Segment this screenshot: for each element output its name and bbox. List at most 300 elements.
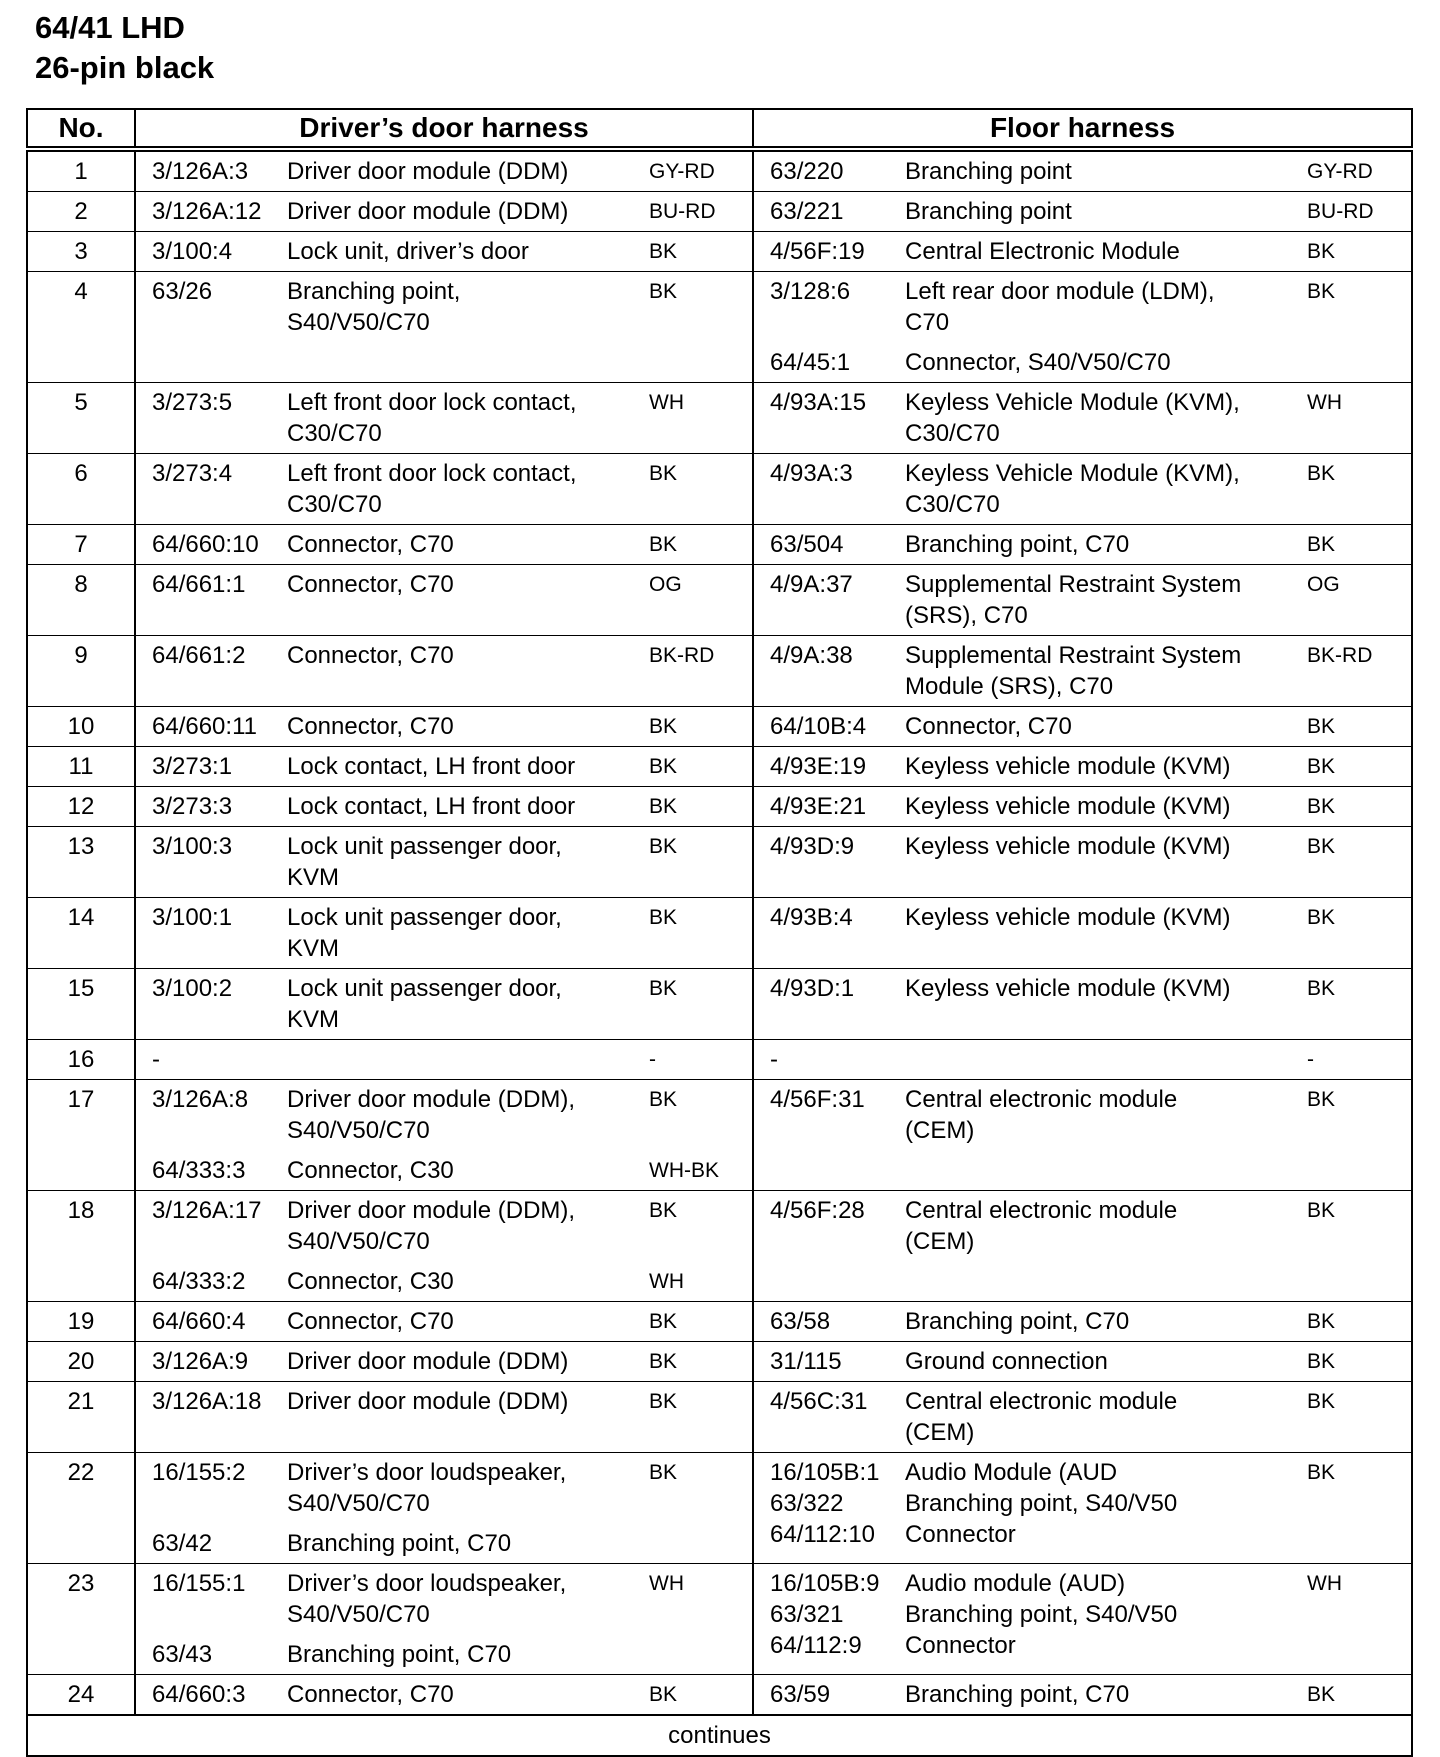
door-wire-color bbox=[633, 192, 753, 232]
door-wire-color bbox=[633, 1191, 753, 1302]
floor-connector-code: 4/93E:21 bbox=[770, 793, 867, 820]
floor-description-line: (CEM) bbox=[905, 1228, 975, 1255]
floor-description bbox=[905, 1195, 1291, 1257]
door-descriptions bbox=[279, 383, 633, 454]
door-connector-codes bbox=[135, 1382, 279, 1453]
pin-number: 17 bbox=[27, 1080, 135, 1191]
door-description bbox=[287, 711, 633, 742]
door-connector-code: 3/100:4 bbox=[152, 238, 233, 265]
floor-description-line: Connector bbox=[905, 1632, 1016, 1659]
door-description bbox=[287, 196, 633, 227]
floor-description-line: (CEM) bbox=[905, 1419, 975, 1446]
floor-description bbox=[905, 1084, 1291, 1146]
door-description-line: KVM bbox=[287, 935, 340, 962]
door-descriptions bbox=[279, 454, 633, 525]
door-description-line: S40/V50/C70 bbox=[287, 1117, 430, 1144]
wire-color-value: BU-RD bbox=[1307, 200, 1374, 223]
floor-connector-code: 4/56F:28 bbox=[770, 1197, 865, 1224]
floor-wire-color bbox=[1291, 149, 1412, 192]
wire-color-value: BK bbox=[649, 1088, 678, 1111]
pin-number: 4 bbox=[27, 272, 135, 383]
pin-number: 2 bbox=[27, 192, 135, 232]
door-description-line: Branching point, C70 bbox=[287, 1641, 512, 1668]
table-row bbox=[27, 272, 1412, 383]
floor-description bbox=[905, 236, 1291, 267]
floor-wire-color bbox=[1291, 565, 1412, 636]
floor-description-line: Branching point, S40/V50 bbox=[905, 1490, 1178, 1517]
connector-id: 64/41 LHD bbox=[35, 10, 185, 45]
pin-number: 14 bbox=[27, 898, 135, 969]
floor-description bbox=[905, 276, 1291, 338]
door-connector-code: 3/126A:8 bbox=[152, 1086, 249, 1113]
connector-type: 26-pin black bbox=[35, 50, 215, 85]
table-row bbox=[27, 383, 1412, 454]
floor-connector-code: 63/220 bbox=[770, 158, 844, 185]
door-description bbox=[287, 1084, 633, 1146]
floor-wire-color bbox=[1291, 1040, 1412, 1080]
door-connector-code: 64/660:11 bbox=[152, 713, 257, 740]
pin-number: 12 bbox=[27, 787, 135, 827]
floor-description bbox=[905, 1568, 1291, 1599]
door-connector-code: 3/100:2 bbox=[152, 975, 233, 1002]
table-row bbox=[27, 1453, 1412, 1564]
floor-description-line: Central electronic module bbox=[905, 1086, 1178, 1113]
pin-number: 23 bbox=[27, 1564, 135, 1675]
floor-descriptions bbox=[897, 272, 1291, 383]
door-description bbox=[287, 387, 633, 449]
floor-descriptions bbox=[897, 232, 1291, 272]
floor-wire-color bbox=[1291, 747, 1412, 787]
door-connector-codes bbox=[135, 565, 279, 636]
wire-color-value: BK bbox=[1307, 280, 1336, 303]
door-connector-code: 64/660:4 bbox=[152, 1308, 246, 1335]
door-description-line: Connector, C30 bbox=[287, 1157, 454, 1184]
door-connector-code: 3/126A:9 bbox=[152, 1348, 249, 1375]
floor-connector-code: 16/105B:1 bbox=[770, 1459, 880, 1486]
door-connector-codes bbox=[135, 636, 279, 707]
table-row bbox=[27, 454, 1412, 525]
pin-table bbox=[26, 108, 1413, 1757]
wire-color-value: BK bbox=[1307, 240, 1336, 263]
wire-color-value: BK bbox=[1307, 1683, 1336, 1706]
door-connector-code: 63/42 bbox=[152, 1530, 213, 1557]
door-connector-code: 64/661:1 bbox=[152, 571, 246, 598]
floor-connector-codes bbox=[753, 232, 897, 272]
wire-color-value: WH bbox=[649, 1270, 684, 1293]
floor-description bbox=[905, 387, 1291, 449]
door-connector-code: - bbox=[152, 1046, 160, 1073]
floor-connector-codes bbox=[753, 1040, 897, 1080]
door-description bbox=[287, 751, 633, 782]
floor-description bbox=[905, 196, 1291, 227]
floor-connector-codes bbox=[753, 787, 897, 827]
floor-description-line: Connector bbox=[905, 1521, 1016, 1548]
floor-connector-codes bbox=[753, 149, 897, 192]
door-wire-color bbox=[633, 383, 753, 454]
wire-color-value: BK bbox=[1307, 462, 1336, 485]
wire-color-value: BK bbox=[649, 1310, 678, 1333]
floor-description bbox=[905, 1044, 1291, 1075]
table-row bbox=[27, 1564, 1412, 1675]
floor-wire-color bbox=[1291, 1191, 1412, 1302]
floor-connector-code: 4/9A:37 bbox=[770, 571, 853, 598]
floor-connector-codes bbox=[753, 383, 897, 454]
pin-number: 20 bbox=[27, 1342, 135, 1382]
floor-connector-code: 63/221 bbox=[770, 198, 844, 225]
floor-connector-codes bbox=[753, 898, 897, 969]
door-description-line: S40/V50/C70 bbox=[287, 1601, 430, 1628]
door-description bbox=[287, 1679, 633, 1710]
table-row bbox=[27, 1302, 1412, 1342]
floor-description-line: Branching point, S40/V50 bbox=[905, 1601, 1178, 1628]
floor-connector-code: 63/59 bbox=[770, 1681, 831, 1708]
table-row bbox=[27, 636, 1412, 707]
door-wire-color bbox=[633, 1342, 753, 1382]
wire-color-value: WH bbox=[649, 1572, 684, 1595]
floor-descriptions bbox=[897, 969, 1291, 1040]
wire-color-value: GY-RD bbox=[649, 160, 715, 183]
floor-connector-code: 64/112:9 bbox=[770, 1632, 862, 1659]
floor-description-line: C70 bbox=[905, 309, 950, 336]
door-descriptions bbox=[279, 636, 633, 707]
floor-wire-color bbox=[1291, 272, 1412, 383]
wire-color-value: BU-RD bbox=[649, 200, 716, 223]
floor-connector-codes bbox=[753, 707, 897, 747]
wire-color-value: BK bbox=[1307, 1390, 1336, 1413]
floor-connector-codes bbox=[753, 969, 897, 1040]
door-description-line: Branching point, C70 bbox=[287, 1530, 512, 1557]
door-descriptions bbox=[279, 1302, 633, 1342]
table-row bbox=[27, 898, 1412, 969]
door-connector-codes bbox=[135, 1191, 279, 1302]
wire-color-value: BK-RD bbox=[1307, 644, 1373, 667]
door-description-line: Driver’s door loudspeaker, bbox=[287, 1459, 567, 1486]
door-descriptions bbox=[279, 1080, 633, 1191]
door-description-line: Branching point, bbox=[287, 278, 461, 305]
door-wire-color bbox=[633, 707, 753, 747]
door-connector-code: 63/43 bbox=[152, 1641, 213, 1668]
floor-description-line: Supplemental Restraint System bbox=[905, 642, 1242, 669]
door-wire-color bbox=[633, 747, 753, 787]
door-description-line: Lock contact, LH front door bbox=[287, 753, 576, 780]
wire-color-value: BK bbox=[649, 795, 678, 818]
floor-wire-color bbox=[1291, 525, 1412, 565]
door-connector-codes bbox=[135, 383, 279, 454]
floor-connector-code: 4/93D:9 bbox=[770, 833, 855, 860]
door-description bbox=[287, 1457, 633, 1519]
wire-color-value: BK bbox=[1307, 755, 1336, 778]
door-description-line: Lock unit passenger door, bbox=[287, 904, 562, 931]
door-description-line: Connector, C70 bbox=[287, 713, 454, 740]
door-connector-code: 3/100:1 bbox=[152, 904, 233, 931]
floor-connector-codes bbox=[753, 1342, 897, 1382]
door-description-line: Connector, C30 bbox=[287, 1268, 454, 1295]
door-description-line: C30/C70 bbox=[287, 491, 382, 518]
wire-color-value: - bbox=[1307, 1048, 1315, 1071]
floor-wire-color bbox=[1291, 636, 1412, 707]
floor-description bbox=[905, 791, 1291, 822]
footer-row bbox=[27, 1715, 1412, 1756]
wire-color-value: BK bbox=[649, 1461, 678, 1484]
floor-wire-color bbox=[1291, 1302, 1412, 1342]
door-connector-code: 3/126A:17 bbox=[152, 1197, 262, 1224]
floor-descriptions bbox=[897, 565, 1291, 636]
door-wire-color bbox=[633, 1453, 753, 1564]
wire-color-value: BK bbox=[1307, 977, 1336, 1000]
table-row bbox=[27, 1191, 1412, 1302]
door-description-line: Driver door module (DDM) bbox=[287, 158, 569, 185]
floor-descriptions bbox=[897, 1453, 1291, 1564]
table-row bbox=[27, 525, 1412, 565]
floor-descriptions bbox=[897, 1564, 1291, 1675]
door-connector-code: 63/26 bbox=[152, 278, 213, 305]
table-row bbox=[27, 1675, 1412, 1716]
floor-connector-codes bbox=[753, 272, 897, 383]
door-connector-codes bbox=[135, 827, 279, 898]
floor-description-line: (CEM) bbox=[905, 1117, 975, 1144]
floor-description-line: Audio Module (AUD bbox=[905, 1459, 1118, 1486]
wire-color-value: WH bbox=[649, 391, 684, 414]
door-connector-code: 3/273:5 bbox=[152, 389, 233, 416]
floor-description bbox=[905, 1519, 1291, 1550]
floor-description-line: Left rear door module (LDM), bbox=[905, 278, 1215, 305]
floor-descriptions bbox=[897, 1382, 1291, 1453]
header-floor-harness: Floor harness bbox=[753, 109, 1412, 149]
door-description bbox=[287, 458, 633, 520]
floor-wire-color bbox=[1291, 1342, 1412, 1382]
door-description bbox=[287, 156, 633, 187]
floor-wire-color bbox=[1291, 1382, 1412, 1453]
door-wire-color bbox=[633, 1675, 753, 1716]
floor-descriptions bbox=[897, 1302, 1291, 1342]
pin-number: 21 bbox=[27, 1382, 135, 1453]
floor-description-line: C30/C70 bbox=[905, 420, 1000, 447]
wire-color-value: BK bbox=[649, 280, 678, 303]
door-descriptions bbox=[279, 565, 633, 636]
door-description-line: Connector, C70 bbox=[287, 1681, 454, 1708]
floor-description bbox=[905, 1630, 1291, 1661]
floor-description-line: Branching point, C70 bbox=[905, 1308, 1130, 1335]
pin-number: 10 bbox=[27, 707, 135, 747]
door-wire-color bbox=[633, 272, 753, 383]
table-row bbox=[27, 707, 1412, 747]
floor-connector-codes bbox=[753, 1382, 897, 1453]
door-description-line: Connector, C70 bbox=[287, 642, 454, 669]
door-wire-color bbox=[633, 827, 753, 898]
floor-connector-code: 4/9A:38 bbox=[770, 642, 853, 669]
door-connector-code: 64/661:2 bbox=[152, 642, 246, 669]
door-wire-color bbox=[633, 454, 753, 525]
door-descriptions bbox=[279, 1382, 633, 1453]
door-description-line: S40/V50/C70 bbox=[287, 309, 430, 336]
header-drivers-door-harness: Driver’s door harness bbox=[135, 109, 753, 149]
wire-color-value: BK bbox=[1307, 533, 1336, 556]
floor-description bbox=[905, 1386, 1291, 1448]
wire-color-value: BK bbox=[1307, 1461, 1336, 1484]
door-descriptions bbox=[279, 1453, 633, 1564]
door-description bbox=[287, 973, 633, 1035]
wire-color-value bbox=[649, 1226, 752, 1257]
door-description-line: Left front door lock contact, bbox=[287, 460, 577, 487]
door-description bbox=[287, 1306, 633, 1337]
door-descriptions bbox=[279, 747, 633, 787]
floor-wire-color bbox=[1291, 1453, 1412, 1564]
door-connector-code: 16/155:2 bbox=[152, 1459, 246, 1486]
door-connector-code: 3/273:1 bbox=[152, 753, 233, 780]
table-row bbox=[27, 232, 1412, 272]
floor-wire-color bbox=[1291, 1080, 1412, 1191]
wire-color-value: BK bbox=[649, 1390, 678, 1413]
floor-description-line: (SRS), C70 bbox=[905, 602, 1028, 629]
floor-description bbox=[905, 973, 1291, 1004]
floor-descriptions bbox=[897, 1191, 1291, 1302]
table-row bbox=[27, 787, 1412, 827]
floor-connector-code: 63/321 bbox=[770, 1601, 844, 1628]
floor-connector-codes bbox=[753, 1191, 897, 1302]
wire-color-value: BK bbox=[649, 755, 678, 778]
door-description bbox=[287, 1639, 633, 1670]
door-connector-codes bbox=[135, 747, 279, 787]
floor-connector-code: 4/93A:3 bbox=[770, 460, 853, 487]
floor-connector-code: 63/322 bbox=[770, 1490, 844, 1517]
floor-description bbox=[905, 458, 1291, 520]
door-wire-color bbox=[633, 787, 753, 827]
door-connector-code: 3/273:3 bbox=[152, 793, 233, 820]
floor-descriptions bbox=[897, 747, 1291, 787]
door-description-line: Connector, C70 bbox=[287, 571, 454, 598]
door-connector-codes bbox=[135, 454, 279, 525]
door-description bbox=[287, 1266, 633, 1297]
wire-color-value: BK bbox=[1307, 1350, 1336, 1373]
door-descriptions bbox=[279, 1040, 633, 1080]
floor-description-line: Branching point bbox=[905, 158, 1072, 185]
floor-description-line: Keyless vehicle module (KVM) bbox=[905, 793, 1231, 820]
door-descriptions bbox=[279, 1191, 633, 1302]
door-description-line: Lock contact, LH front door bbox=[287, 793, 576, 820]
door-connector-codes bbox=[135, 898, 279, 969]
door-description bbox=[287, 902, 633, 964]
table-row bbox=[27, 192, 1412, 232]
door-descriptions bbox=[279, 1564, 633, 1675]
door-connector-codes bbox=[135, 787, 279, 827]
door-wire-color bbox=[633, 525, 753, 565]
door-descriptions bbox=[279, 232, 633, 272]
floor-connector-code: 64/10B:4 bbox=[770, 713, 867, 740]
door-description-line: Left front door lock contact, bbox=[287, 389, 577, 416]
floor-description-line: Keyless vehicle module (KVM) bbox=[905, 975, 1231, 1002]
door-wire-color bbox=[633, 1040, 753, 1080]
door-connector-codes bbox=[135, 1675, 279, 1716]
floor-description-line: Central Electronic Module bbox=[905, 238, 1180, 265]
wire-color-value: WH bbox=[1307, 391, 1343, 414]
wire-color-value: BK bbox=[1307, 1088, 1336, 1111]
floor-connector-codes bbox=[753, 454, 897, 525]
door-description bbox=[287, 640, 633, 671]
wire-color-value: BK bbox=[1307, 1199, 1336, 1222]
floor-description bbox=[905, 529, 1291, 560]
wire-color-value: BK bbox=[1307, 906, 1336, 929]
door-connector-codes bbox=[135, 1080, 279, 1191]
floor-description bbox=[905, 156, 1291, 187]
floor-description-line: Central electronic module bbox=[905, 1197, 1178, 1224]
door-connector-code: 64/660:10 bbox=[152, 531, 259, 558]
door-connector-codes bbox=[135, 1040, 279, 1080]
door-description-line: Driver door module (DDM) bbox=[287, 1388, 569, 1415]
floor-descriptions bbox=[897, 787, 1291, 827]
floor-description bbox=[905, 1488, 1291, 1519]
door-connector-code: 3/126A:12 bbox=[152, 198, 262, 225]
header-row bbox=[27, 109, 1412, 149]
floor-description-line: Keyless vehicle module (KVM) bbox=[905, 904, 1231, 931]
door-description-line: S40/V50/C70 bbox=[287, 1490, 430, 1517]
floor-description bbox=[905, 569, 1291, 631]
door-connector-codes bbox=[135, 525, 279, 565]
pin-number: 18 bbox=[27, 1191, 135, 1302]
floor-descriptions bbox=[897, 149, 1291, 192]
door-descriptions bbox=[279, 525, 633, 565]
floor-wire-color bbox=[1291, 192, 1412, 232]
pin-number: 24 bbox=[27, 1675, 135, 1716]
floor-description-line: Connector, S40/V50/C70 bbox=[905, 349, 1171, 376]
door-description bbox=[287, 276, 633, 338]
door-descriptions bbox=[279, 1675, 633, 1716]
floor-connector-code: 4/93A:15 bbox=[770, 389, 867, 416]
wire-color-value: BK-RD bbox=[649, 644, 715, 667]
floor-descriptions bbox=[897, 707, 1291, 747]
floor-wire-color bbox=[1291, 707, 1412, 747]
floor-connector-code: 63/504 bbox=[770, 531, 844, 558]
door-description bbox=[287, 569, 633, 600]
wire-color-value: BK bbox=[1307, 795, 1336, 818]
door-description-line: Driver door module (DDM) bbox=[287, 1348, 569, 1375]
door-descriptions bbox=[279, 1342, 633, 1382]
floor-description bbox=[905, 1457, 1291, 1488]
door-wire-color bbox=[633, 1302, 753, 1342]
floor-description-line: Keyless Vehicle Module (KVM), bbox=[905, 389, 1240, 416]
table-row bbox=[27, 827, 1412, 898]
table-row bbox=[27, 1040, 1412, 1080]
floor-description-line: Branching point, C70 bbox=[905, 1681, 1130, 1708]
door-description bbox=[287, 831, 633, 893]
door-description bbox=[287, 529, 633, 560]
door-description-line: KVM bbox=[287, 864, 340, 891]
floor-wire-color bbox=[1291, 898, 1412, 969]
door-wire-color bbox=[633, 149, 753, 192]
door-connector-code: 3/100:3 bbox=[152, 833, 233, 860]
floor-descriptions bbox=[897, 898, 1291, 969]
floor-connector-codes bbox=[753, 1080, 897, 1191]
wire-color-value: GY-RD bbox=[1307, 160, 1373, 183]
door-description-line: Driver door module (DDM), bbox=[287, 1086, 576, 1113]
floor-wire-color bbox=[1291, 454, 1412, 525]
floor-description-line: Branching point bbox=[905, 198, 1072, 225]
table-row bbox=[27, 747, 1412, 787]
floor-connector-codes bbox=[753, 1564, 897, 1675]
door-description-line: Lock unit passenger door, bbox=[287, 833, 562, 860]
floor-descriptions bbox=[897, 192, 1291, 232]
floor-connector-code: 4/93B:4 bbox=[770, 904, 853, 931]
door-connector-code: 64/660:3 bbox=[152, 1681, 246, 1708]
door-description-line: C30/C70 bbox=[287, 420, 382, 447]
floor-descriptions bbox=[897, 827, 1291, 898]
door-wire-color bbox=[633, 1080, 753, 1191]
door-wire-color bbox=[633, 636, 753, 707]
floor-description bbox=[905, 640, 1291, 702]
door-descriptions bbox=[279, 787, 633, 827]
wire-color-value: - bbox=[649, 1048, 656, 1071]
door-connector-codes bbox=[135, 192, 279, 232]
wire-color-value: OG bbox=[649, 573, 682, 596]
